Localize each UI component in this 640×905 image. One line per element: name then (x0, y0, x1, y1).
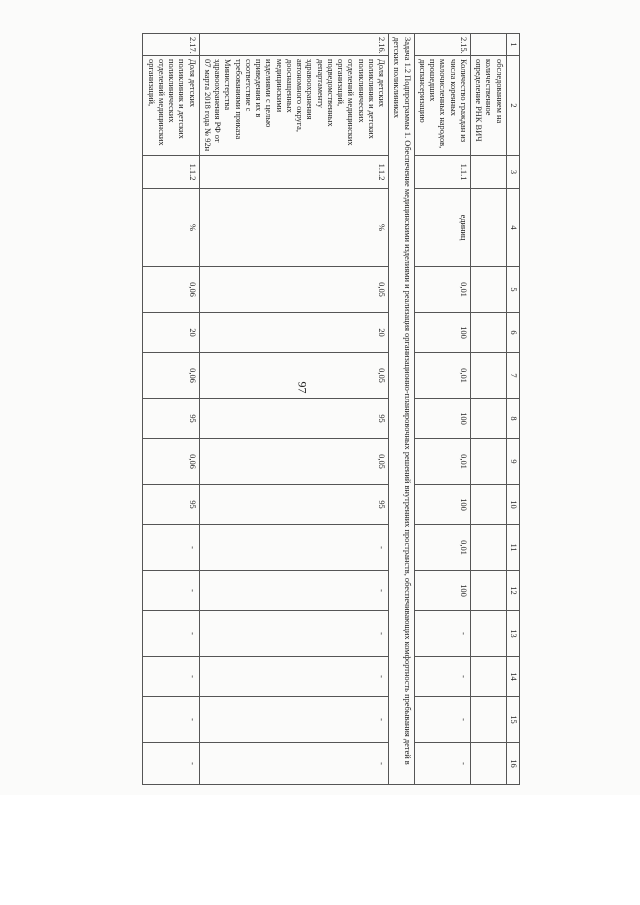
table-cell: - (143, 657, 199, 697)
indicator-name-cell: Доля детских поликлиник и детских поликлинических отделений медицинских организаций, (143, 56, 199, 156)
page-number: 97 (295, 381, 310, 394)
table-cell: 100 (414, 571, 470, 611)
col-header: 14 (506, 657, 519, 697)
table-body (143, 34, 506, 785)
table-row (471, 34, 507, 785)
table-cell: - (414, 697, 470, 743)
table-cell: 0,05 (199, 439, 389, 485)
indicator-name-cell: Количество граждан из числа коренных малочисленных народов, прошедших диспансеризацию (414, 56, 470, 156)
table-cell: - (414, 611, 470, 657)
col-header: 7 (506, 353, 519, 399)
table-cell (471, 743, 507, 785)
col-header: 11 (506, 525, 519, 571)
col-header: 13 (506, 611, 519, 657)
table-cell: - (414, 743, 470, 785)
table-cell: 95 (143, 485, 199, 525)
table-cell: % (199, 189, 389, 267)
table-cell: 95 (199, 485, 389, 525)
table-cell (471, 525, 507, 571)
table-cell: - (199, 697, 389, 743)
table-cell: - (199, 611, 389, 657)
table-cell: - (414, 657, 470, 697)
table-cell: 20 (143, 313, 199, 353)
table-cell: 2.16. (199, 34, 389, 56)
table-cell (471, 697, 507, 743)
table-cell: - (143, 743, 199, 785)
table-cell (471, 313, 507, 353)
col-header: 15 (506, 697, 519, 743)
table-cell: 0,05 (199, 267, 389, 313)
col-header: 16 (506, 743, 519, 785)
table-cell: 2.17. (143, 34, 199, 56)
task-description: Задача 1.2 Подпрограммы 1. Обеспечение медицинскими изделиями и реализация организационно-планировочных решений внутренних пространств, обеспечивающих комфортность пребывания детей в детских поликлиниках (389, 34, 415, 785)
col-header: 9 (506, 439, 519, 485)
table-cell (471, 571, 507, 611)
indicator-name-cell: обследованием на количественное определение РНК ВИЧ (471, 56, 507, 156)
header-row (506, 34, 519, 785)
indicator-name-cell: Доля детских поликлиник и детских поликлинических отделений медицинских организаций, подведомственных департаменту здравоохранения автономного округа, дооснащенных медицинскими изделиями с целью приведения их в соответствие с требованиями приказа Министерства здравоохранения РФ от 07 марта 2018 года № 92н (199, 56, 389, 156)
table-cell: 0,05 (199, 353, 389, 399)
table-cell (471, 657, 507, 697)
table-cell: - (143, 697, 199, 743)
table-cell: - (199, 743, 389, 785)
table-cell: - (143, 571, 199, 611)
table-cell (471, 267, 507, 313)
indicators-table (143, 33, 521, 785)
table-cell: 100 (414, 313, 470, 353)
col-header: 10 (506, 485, 519, 525)
table-cell: 100 (414, 485, 470, 525)
table-row (414, 34, 470, 785)
table-cell (471, 156, 507, 189)
col-header: 2 (506, 56, 519, 156)
table-cell: 0,06 (143, 439, 199, 485)
table-cell: 0,06 (143, 267, 199, 313)
table-cell: 0,01 (414, 439, 470, 485)
table-cell: - (199, 525, 389, 571)
table-cell: 0,06 (143, 353, 199, 399)
table-cell: 1.1.2 (143, 156, 199, 189)
table-cell (471, 189, 507, 267)
rotated-table-frame (86, 33, 520, 768)
table-row (143, 34, 199, 785)
table-cell: единиц (414, 189, 470, 267)
col-header: 12 (506, 571, 519, 611)
table-cell: % (143, 189, 199, 267)
table-cell: 0,01 (414, 525, 470, 571)
table-cell: - (199, 657, 389, 697)
table-cell: 20 (199, 313, 389, 353)
table-cell: 95 (143, 399, 199, 439)
landscape-table-container (86, 33, 520, 768)
task-row (389, 34, 415, 785)
table-cell: - (143, 525, 199, 571)
col-header: 8 (506, 399, 519, 439)
blank-margin (0, 795, 640, 905)
col-header: 3 (506, 156, 519, 189)
col-header: 4 (506, 189, 519, 267)
table-cell: 0,01 (414, 267, 470, 313)
table-row (199, 34, 389, 785)
table-cell: - (199, 571, 389, 611)
table-cell: 0,01 (414, 353, 470, 399)
table-cell: 95 (199, 399, 389, 439)
table-cell (471, 439, 507, 485)
table-cell: 2.15. (414, 34, 470, 56)
table-cell (471, 611, 507, 657)
table-cell (471, 485, 507, 525)
table-cell (471, 34, 507, 56)
table-cell (471, 399, 507, 439)
table-cell: 1.1.2 (199, 156, 389, 189)
col-header: 6 (506, 313, 519, 353)
col-header: 1 (506, 34, 519, 56)
table-cell (471, 353, 507, 399)
col-header: 5 (506, 267, 519, 313)
table-cell: 100 (414, 399, 470, 439)
table-cell: 1.1.1 (414, 156, 470, 189)
table-cell: - (143, 611, 199, 657)
